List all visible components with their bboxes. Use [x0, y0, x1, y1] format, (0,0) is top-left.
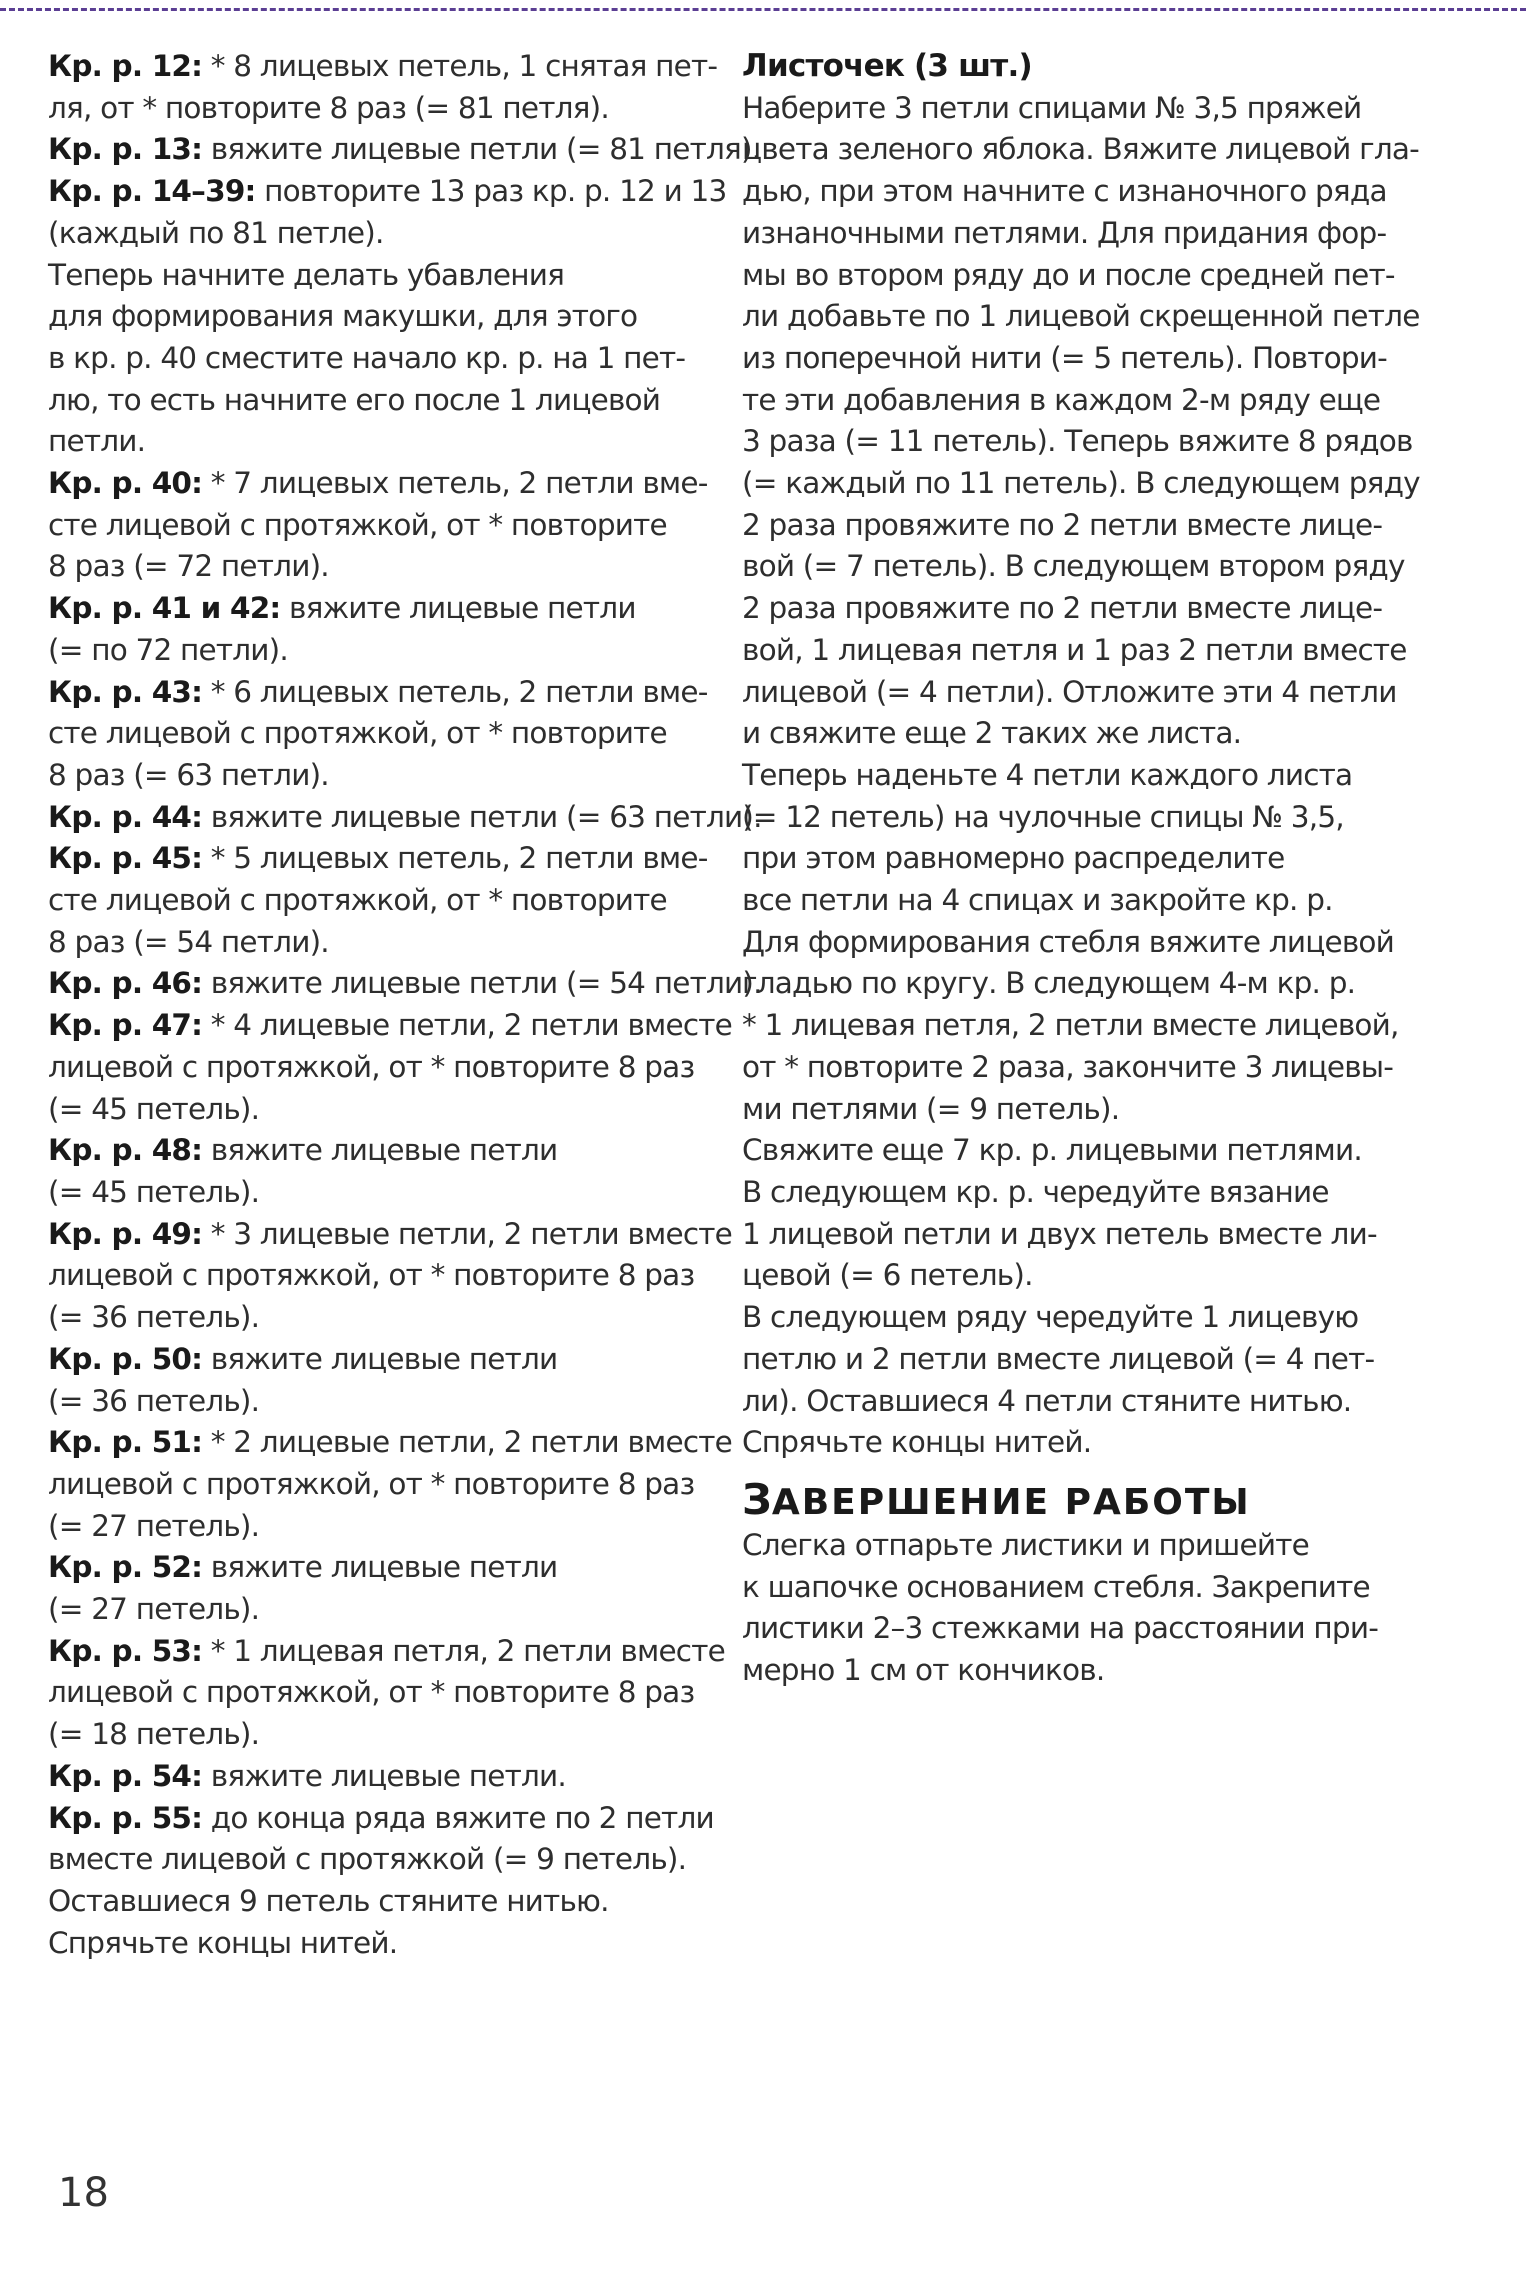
instruction-line — [48, 338, 748, 380]
row-text: вместе лицевой с протяжкой (= 9 петель). — [48, 1842, 687, 1877]
row-text: лицевой с протяжкой, от * повторите 8 раз — [48, 1049, 695, 1084]
row-label: Кр. р. 43: — [48, 674, 203, 709]
row-text: ля, от * повторите 8 раз (= 81 петля). — [48, 90, 609, 125]
instruction-line — [48, 672, 748, 714]
instruction-line — [48, 171, 748, 213]
row-text: вяжите лицевые петли — [202, 1550, 558, 1585]
row-text: вяжите лицевые петли — [202, 1341, 558, 1376]
instruction-line — [48, 1339, 748, 1381]
row-label: Кр. р. 13: — [48, 132, 203, 167]
row-label: Кр. р. 51: — [48, 1425, 203, 1460]
row-label: Кр. р. 14–39: — [48, 174, 256, 209]
leaf-line: 2 раза провяжите по 2 петли вместе лице- — [742, 591, 1383, 626]
row-text: (= 36 петель). — [48, 1383, 260, 1418]
row-label: Кр. р. 40: — [48, 466, 203, 501]
row-text: (= 36 петель). — [48, 1300, 260, 1335]
row-label: Кр. р. 12: — [48, 49, 203, 83]
instruction-line — [48, 463, 748, 505]
leaf-line: (= каждый по 11 петель). В следующем ряду — [742, 466, 1420, 501]
row-text: сте лицевой с протяжкой, от * повторите — [48, 883, 667, 918]
instruction-line — [48, 588, 748, 630]
row-label: Кр. р. 46: — [48, 966, 203, 1001]
row-text: (= 45 петель). — [48, 1174, 260, 1209]
instruction-line — [48, 296, 748, 338]
row-text: (= 27 петель). — [48, 1508, 260, 1543]
instruction-line — [48, 1839, 748, 1881]
instruction-line — [48, 505, 748, 547]
finish-line: мерно 1 см от кончиков. — [742, 1653, 1105, 1688]
row-text: лю, то есть начните его после 1 лицевой — [48, 382, 661, 417]
instruction-line — [48, 129, 761, 171]
row-text: вяжите лицевые петли — [280, 591, 636, 626]
row-text: вяжите лицевые петли — [202, 1133, 558, 1168]
instruction-line — [48, 1464, 748, 1506]
row-label: Кр. р. 45: — [48, 841, 203, 876]
instruction-line — [48, 1422, 748, 1464]
leaf-line: лицевой (= 4 петли). Отложите эти 4 петли — [742, 674, 1397, 709]
finish-heading-initial: З — [742, 1474, 772, 1524]
finish-line: к шапочке основанием стебля. Закрепите — [742, 1569, 1370, 1604]
row-text: вяжите лицевые петли (= 81 петля). — [202, 132, 761, 167]
row-text: * 8 лицевых петель, 1 снятая пет- — [202, 49, 718, 83]
leaf-line: изнаночными петлями. Для придания фор- — [742, 215, 1387, 250]
instruction-line — [48, 1589, 748, 1631]
row-text: в кр. р. 40 сместите начало кр. р. на 1 пет- — [48, 340, 686, 375]
row-text: лицевой с протяжкой, от * повторите 8 раз — [48, 1675, 695, 1710]
instruction-line — [48, 922, 748, 964]
instruction-line — [48, 1798, 748, 1840]
leaf-line: петлю и 2 петли вместе лицевой (= 4 пет- — [742, 1341, 1375, 1376]
row-text: * 6 лицевых петель, 2 петли вме- — [202, 674, 708, 709]
row-text: (= 45 петель). — [48, 1091, 260, 1126]
leaf-line: и свяжите еще 2 таких же листа. — [742, 716, 1242, 751]
row-text: лицевой с протяжкой, от * повторите 8 раз — [48, 1258, 695, 1293]
instruction-line — [48, 380, 748, 422]
leaf-line: В следующем кр. р. чередуйте вязание — [742, 1174, 1329, 1209]
finish-heading-text: АВЕРШЕНИЕ РАБОТЫ — [771, 1481, 1251, 1523]
leaf-line: вой (= 7 петель). В следующем втором ряду — [742, 549, 1405, 584]
leaf-line: цевой (= 6 петель). — [742, 1258, 1033, 1293]
finish-line: Слегка отпарьте листики и пришейте — [742, 1527, 1309, 1562]
instruction-line — [48, 755, 748, 797]
row-text: * 4 лицевые петли, 2 петли вместе — [202, 1008, 732, 1043]
leaf-line: мы во втором ряду до и после средней пет- — [742, 257, 1395, 292]
leaf-line: при этом равномерно распределите — [742, 841, 1285, 876]
page-number: 18 — [58, 2170, 109, 2216]
row-text: Теперь начните делать убавления — [48, 257, 565, 292]
instruction-line — [48, 1297, 748, 1339]
row-text: * 1 лицевая петля, 2 петли вместе — [202, 1633, 725, 1668]
leaf-line: все петли на 4 спицах и закройте кр. р. — [742, 883, 1333, 918]
left-column — [48, 46, 762, 1964]
row-label: Кр. р. 54: — [48, 1758, 203, 1793]
finish-line: листики 2–3 стежками на расстоянии при- — [742, 1611, 1379, 1646]
row-text: 8 раз (= 72 петли). — [48, 549, 329, 584]
instruction-line — [48, 255, 748, 297]
instruction-line — [48, 88, 748, 130]
row-text: повторите 13 раз кр. р. 12 и 13 — [255, 174, 727, 209]
row-text: * 3 лицевые петли, 2 петли вместе — [202, 1216, 732, 1251]
row-text: (= по 72 петли). — [48, 632, 288, 667]
leaf-line: те эти добавления в каждом 2-м ряду еще — [742, 382, 1381, 417]
leaf-line: Спрячьте концы нитей. — [742, 1425, 1092, 1460]
leaf-line: Теперь наденьте 4 петли каждого листа — [742, 757, 1353, 792]
instruction-line — [48, 1547, 748, 1589]
row-text: (каждый по 81 петле). — [48, 215, 384, 250]
row-label: Кр. р. 55: — [48, 1800, 203, 1835]
leaf-line: 1 лицевой петли и двух петель вместе ли- — [742, 1216, 1377, 1251]
leaf-line: из поперечной нити (= 5 петель). Повтори- — [742, 340, 1388, 375]
right-column — [742, 46, 1420, 1692]
instruction-line — [48, 630, 748, 672]
leaf-instructions — [742, 88, 1420, 1464]
row-text: вяжите лицевые петли. — [202, 1758, 567, 1793]
instruction-line — [48, 46, 748, 88]
leaf-line: ми петлями (= 9 петель). — [742, 1091, 1120, 1126]
row-text: для формирования макушки, для этого — [48, 299, 638, 334]
instruction-line — [48, 1089, 748, 1131]
instruction-line — [48, 963, 762, 1005]
instruction-line — [48, 1214, 748, 1256]
instruction-line — [48, 838, 748, 880]
instruction-line — [48, 880, 748, 922]
row-text: (= 27 петель). — [48, 1592, 260, 1627]
finish-heading — [742, 1474, 1402, 1525]
instruction-line — [48, 421, 748, 463]
row-label: Кр. р. 47: — [48, 1008, 203, 1043]
top-dashed-rule — [0, 8, 1526, 11]
leaf-line: Наберите 3 петли спицами № 3,5 пряжей — [742, 90, 1362, 125]
row-text: до конца ряда вяжите по 2 петли — [202, 1800, 714, 1835]
leaf-line: 3 раза (= 11 петель). Теперь вяжите 8 рядов — [742, 424, 1413, 459]
instruction-line — [48, 1130, 748, 1172]
leaf-line: дью, при этом начните с изнаночного ряда — [742, 174, 1387, 209]
leaf-line: ли добавьте по 1 лицевой скрещенной петле — [742, 299, 1420, 334]
row-text: вяжите лицевые петли (= 54 петли). — [202, 966, 762, 1001]
leaf-line: * 1 лицевая петля, 2 петли вместе лицевой, — [742, 1008, 1399, 1043]
row-text: * 5 лицевых петель, 2 петли вме- — [202, 841, 708, 876]
row-label: Кр. р. 49: — [48, 1216, 203, 1251]
row-text: * 7 лицевых петель, 2 петли вме- — [202, 466, 708, 501]
leaf-line: Для формирования стебля вяжите лицевой — [742, 924, 1395, 959]
instruction-line — [48, 1923, 748, 1965]
row-label: Кр. р. 41 и 42: — [48, 591, 281, 626]
instruction-line — [48, 1714, 748, 1756]
leaf-line: вой, 1 лицевая петля и 1 раз 2 петли вместе — [742, 632, 1407, 667]
instruction-line — [48, 797, 762, 839]
instruction-line — [48, 1172, 748, 1214]
row-text: петли. — [48, 424, 146, 459]
row-label: Кр. р. 44: — [48, 799, 203, 834]
instruction-line — [48, 213, 748, 255]
leaf-heading: Листочек (3 шт.) — [742, 48, 1032, 84]
row-text: * 2 лицевые петли, 2 петли вместе — [202, 1425, 732, 1460]
instruction-line — [48, 1672, 748, 1714]
leaf-line: от * повторите 2 раза, закончите 3 лицевы- — [742, 1049, 1394, 1084]
instruction-line — [48, 1381, 748, 1423]
instruction-line — [48, 1631, 748, 1673]
row-text: (= 18 петель). — [48, 1717, 260, 1752]
instruction-line — [48, 546, 748, 588]
leaf-line: В следующем ряду чередуйте 1 лицевую — [742, 1300, 1359, 1335]
instruction-line — [48, 1506, 748, 1548]
row-label: Кр. р. 53: — [48, 1633, 203, 1668]
row-label: Кр. р. 52: — [48, 1550, 203, 1585]
instruction-line — [48, 713, 748, 755]
row-text: 8 раз (= 54 петли). — [48, 924, 329, 959]
leaf-line: цвета зеленого яблока. Вяжите лицевой гла- — [742, 132, 1420, 167]
finish-instructions — [742, 1525, 1402, 1692]
row-text: сте лицевой с протяжкой, от * повторите — [48, 507, 667, 542]
instruction-line — [48, 1756, 748, 1798]
row-text: Оставшиеся 9 петель стяните нитью. — [48, 1883, 609, 1918]
row-text: вяжите лицевые петли (= 63 петли). — [202, 799, 762, 834]
instruction-line — [48, 1255, 748, 1297]
row-label: Кр. р. 50: — [48, 1341, 203, 1376]
row-label: Кр. р. 48: — [48, 1133, 203, 1168]
row-text: 8 раз (= 63 петли). — [48, 757, 329, 792]
instruction-line — [48, 1047, 748, 1089]
row-text: Спрячьте концы нитей. — [48, 1925, 398, 1960]
leaf-line: Свяжите еще 7 кр. р. лицевыми петлями. — [742, 1133, 1362, 1168]
row-text: сте лицевой с протяжкой, от * повторите — [48, 716, 667, 751]
leaf-line: ли). Оставшиеся 4 петли стяните нитью. — [742, 1383, 1352, 1418]
row-text: лицевой с протяжкой, от * повторите 8 раз — [48, 1466, 695, 1501]
instruction-line — [48, 1881, 748, 1923]
leaf-line: 2 раза провяжите по 2 петли вместе лице- — [742, 507, 1383, 542]
leaf-line: (= 12 петель) на чулочные спицы № 3,5, — [742, 799, 1344, 834]
instruction-line — [48, 1005, 748, 1047]
leaf-line: гладью по кругу. В следующем 4-м кр. р. — [742, 966, 1356, 1001]
